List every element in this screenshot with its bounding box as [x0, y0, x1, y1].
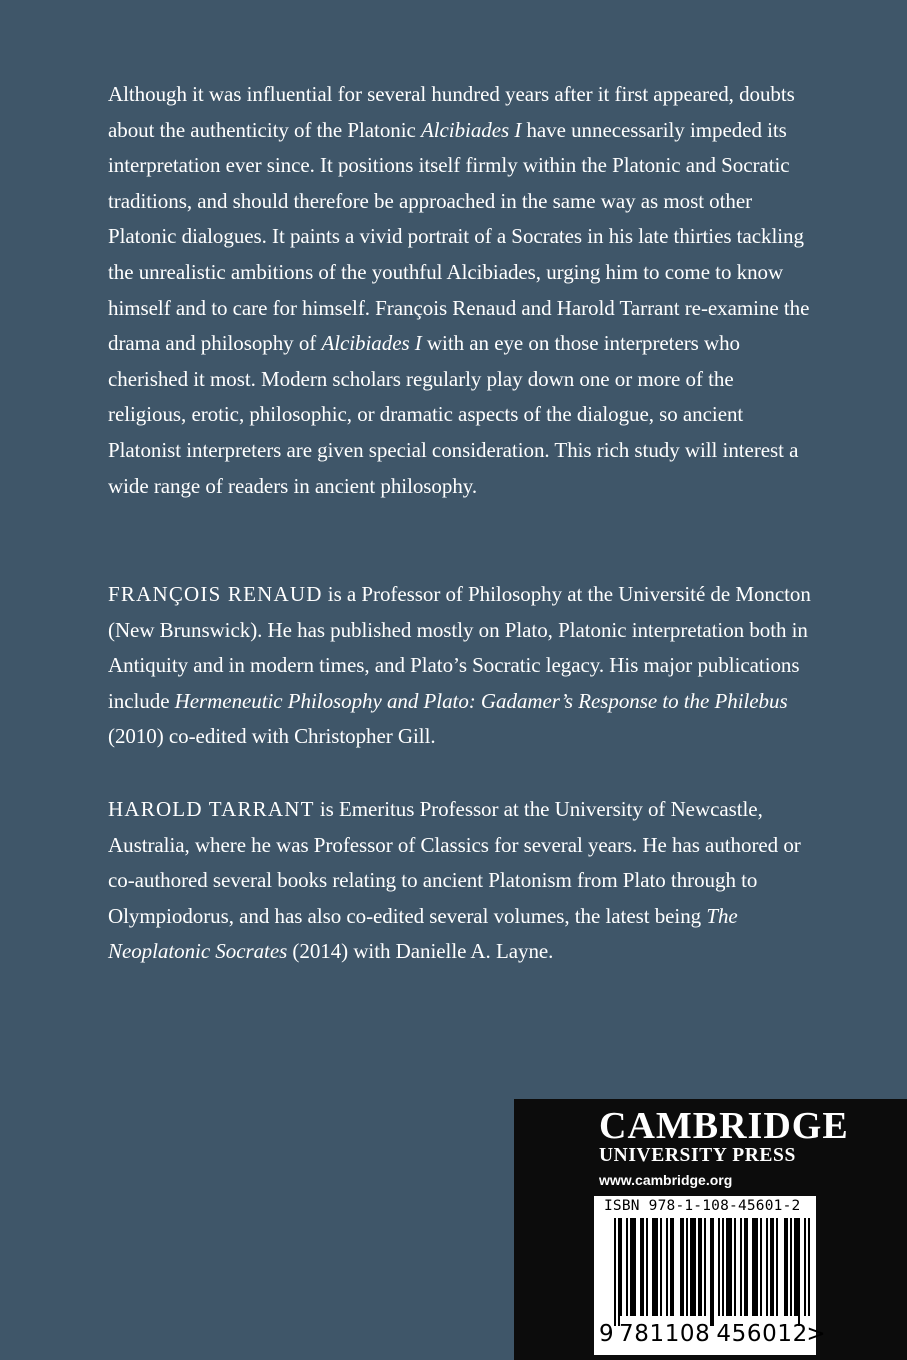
- barcode-bar: [766, 1218, 768, 1316]
- barcode-bar: [642, 1218, 644, 1316]
- isbn-label: ISBN 978-1-108-45601-2: [604, 1198, 801, 1214]
- book-title-italic: Alcibiades I: [420, 117, 522, 142]
- barcode-bar: [670, 1218, 672, 1316]
- author-name: HAROLD TARRANT: [108, 797, 315, 821]
- barcode-lead-digit: 9: [599, 1321, 614, 1347]
- barcode-bar: [646, 1218, 648, 1316]
- barcode-bar: [718, 1218, 720, 1316]
- barcode-bar: [726, 1218, 728, 1316]
- barcode-bar: [770, 1218, 772, 1316]
- publication-title: Hermeneutic Philosophy and Plato: Gadamer’s Response to the Philebus: [174, 688, 788, 713]
- bio-text: (2010) co-edited with Christopher Gill.: [108, 724, 436, 749]
- barcode-bar: [796, 1218, 798, 1316]
- barcode-bar: [794, 1218, 796, 1316]
- barcode-quiet-zone-mark: >: [806, 1321, 826, 1347]
- publisher-logo: CAMBRIDGE: [599, 1105, 849, 1147]
- barcode-bar: [634, 1218, 636, 1316]
- book-title-italic: Alcibiades I: [321, 331, 422, 356]
- description-text: with an eye on those interpreters who cherished it most. Modern scholars regularly play down one or more of the religious, erotic, philosophic, or dramatic aspects of the dialogue, so ancient Platonist interpreters are given special consideration. This rich study will interest a wide range of readers in ancient philosophy.: [108, 331, 799, 498]
- barcode-bar: [672, 1218, 674, 1316]
- publication-title: The Neoplatonic Socrates: [108, 903, 738, 964]
- barcode-bar: [734, 1218, 736, 1316]
- barcode-bar: [744, 1218, 746, 1316]
- barcode-bar: [698, 1218, 700, 1316]
- barcode-bar: [712, 1218, 714, 1326]
- barcode-bar: [740, 1218, 742, 1316]
- barcode-bar: [640, 1218, 642, 1316]
- barcode-bar: [694, 1218, 696, 1316]
- barcode-bar: [728, 1218, 730, 1316]
- barcode-bar: [618, 1218, 620, 1326]
- barcode-bar: [730, 1218, 732, 1316]
- publisher-subtitle: UNIVERSITY PRESS: [599, 1145, 796, 1166]
- barcode-bar: [704, 1218, 706, 1316]
- author-bio-renaud: [108, 577, 812, 755]
- description-paragraph: [108, 77, 812, 504]
- barcode-icon: [594, 1218, 816, 1328]
- author-name: FRANÇOIS RENAUD: [108, 582, 323, 606]
- barcode-bar: [654, 1218, 656, 1316]
- barcode-bar: [682, 1218, 684, 1316]
- barcode-bar: [722, 1218, 724, 1316]
- description-text: Although it was influential for several hundred years after it first appeared, doubts about the authenticity of the Platonic: [108, 82, 795, 142]
- barcode-bar: [784, 1218, 786, 1316]
- barcode-bar: [680, 1218, 682, 1316]
- barcode-bar: [772, 1218, 774, 1316]
- barcode-right-digits: 456012: [716, 1321, 808, 1347]
- barcode-bar: [666, 1218, 668, 1316]
- barcode-bar: [808, 1218, 810, 1316]
- barcode-bar: [754, 1218, 756, 1316]
- book-description: [108, 77, 812, 504]
- barcode-bar: [752, 1218, 754, 1316]
- barcode-bar: [656, 1218, 658, 1316]
- bio-paragraph: [108, 577, 812, 755]
- barcode-bar: [786, 1218, 788, 1316]
- barcode-bar: [626, 1218, 628, 1316]
- barcode-bar: [652, 1218, 654, 1316]
- publisher-panel: [514, 1099, 907, 1360]
- barcode-bar: [700, 1218, 702, 1316]
- isbn-barcode-panel: [594, 1196, 826, 1355]
- barcode-bar: [710, 1218, 712, 1326]
- description-text: have unnecessarily impeded its interpretation ever since. It positions itself firmly within the Platonic and Socratic traditions, and should therefore be approached in the same way as most other Platonic dialogues. It paints a vivid portrait of a Socrates in his late thirties tackling the unrealistic ambitions of the youthful Alcibiades, urging him to come to know himself and to care for himself. François Renaud and Harold Tarrant re-examine the drama and philosophy of: [108, 117, 810, 356]
- barcode-left-digits: 781108: [619, 1321, 711, 1347]
- barcode-bar: [776, 1218, 778, 1316]
- barcode-bar: [790, 1218, 792, 1316]
- barcode-bar: [760, 1218, 762, 1316]
- barcode-bar: [632, 1218, 634, 1316]
- barcode-bar: [686, 1218, 688, 1316]
- barcode-bar: [804, 1218, 806, 1316]
- author-bio-tarrant: [108, 792, 812, 970]
- bio-text: is a Professor of Philosophy at the Université de Moncton (New Brunswick). He has published mostly on Plato, Platonic interpretation both in Antiquity and in modern times, and Plato’s Socratic legacy. His major publications include: [108, 582, 811, 713]
- barcode-bar: [660, 1218, 662, 1316]
- bio-paragraph: [108, 792, 812, 970]
- publisher-url: www.cambridge.org: [599, 1172, 733, 1188]
- barcode-bar: [692, 1218, 694, 1316]
- barcode-bar: [746, 1218, 748, 1316]
- barcode-bar: [690, 1218, 692, 1316]
- barcode-bar: [614, 1218, 616, 1326]
- bio-text: is Emeritus Professor at the University of Newcastle, Australia, where he was Professor of Classics for several years. He has authored or co-authored several books relating to ancient Platonism from Plato through to Olympiodorus, and has also co-edited several volumes, the latest being: [108, 797, 801, 928]
- barcode-bar: [756, 1218, 758, 1316]
- barcode-bar: [620, 1218, 622, 1316]
- bio-text: (2014) with Danielle A. Layne.: [287, 939, 554, 964]
- barcode-digits: [599, 1321, 826, 1347]
- barcode-bar: [798, 1218, 800, 1326]
- barcode-bar: [630, 1218, 632, 1316]
